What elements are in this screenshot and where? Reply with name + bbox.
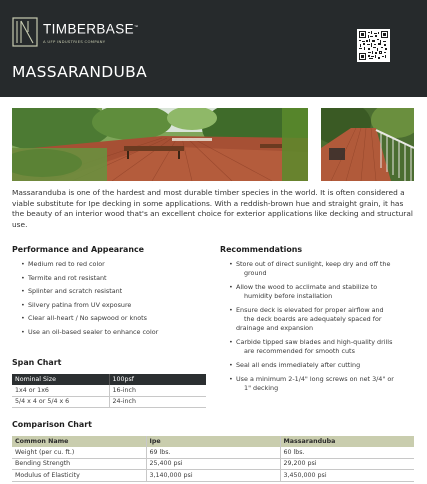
list-item-line: Store out of direct sunlight, keep dry and off the [236, 260, 391, 268]
table-cell: Weight (per cu. ft.) [12, 447, 146, 459]
list-item: • Splinter and scratch resistant [12, 287, 212, 301]
list-item-line: the deck boards are adequately spaced for [244, 315, 382, 323]
table-cell: 24-inch [109, 396, 206, 408]
list-item-line: Seal all ends immediately after cutting [236, 361, 361, 369]
trademark-mark: ™ [134, 24, 139, 30]
list-item-line: ground [244, 269, 267, 277]
list-item [220, 361, 420, 370]
column-header: Ipe [146, 436, 280, 447]
comparison-chart-heading: Comparison Chart [12, 420, 92, 429]
deck-photo-main [12, 108, 308, 181]
list-item [220, 375, 420, 393]
deck-landscape-illustration [12, 108, 308, 181]
table-cell: 3,140,000 psi [146, 470, 280, 482]
column-header: Common Name [12, 436, 146, 447]
table-cell: Modulus of Elasticity [12, 470, 146, 482]
intro-paragraph: Massaranduba is one of the hardest and most durable timber species in the world. It is often considered a viable substitute for Ipe decking in some applications. With a reddish-brown hue and straight grain, it has the beauty of an interior wood that's an excellent choice for exterior applications like decking and structural use. [12, 188, 413, 229]
list-item: • Use an oil-based sealer to enhance color [12, 328, 212, 342]
header-bar [0, 0, 427, 97]
column-header: 100psf [109, 374, 206, 385]
list-item-line: are recommended for smooth cuts [244, 347, 355, 355]
list-item [220, 306, 420, 333]
list-item: • Silvery patina from UV exposure [12, 301, 212, 315]
list-item: • Clear all-heart / No sapwood or knots [12, 314, 212, 328]
brand-tagline: A UFP INDUSTRIES COMPANY [43, 38, 106, 44]
table-cell: 69 lbs. [146, 447, 280, 459]
timberbase-logo[interactable] [12, 17, 138, 47]
table-cell: 3,450,000 psi [280, 470, 414, 482]
table-row [12, 470, 414, 482]
span-chart-table [12, 374, 206, 408]
deck-photo-side [321, 108, 414, 181]
brand-name [43, 20, 138, 37]
recommendations-heading: Recommendations [220, 245, 303, 254]
list-item-line: Ensure deck is elevated for proper airflow and [236, 306, 384, 314]
comparison-chart-table [12, 436, 414, 482]
list-item [220, 260, 420, 278]
deck-railing-illustration [321, 108, 414, 181]
page-title: MASSARANDUBA [12, 63, 148, 81]
column-header: Nominal Size [12, 374, 109, 385]
list-item-line: drainage and expansion [236, 324, 314, 332]
list-item [220, 283, 420, 301]
table-cell: 1x4 or 1x6 [12, 385, 109, 397]
table-header-row [12, 436, 414, 447]
brand-name-left: TIMBER [43, 21, 97, 37]
table-cell: Bending Strength [12, 458, 146, 470]
brand-name-right: BASE [96, 21, 135, 37]
table-row [12, 396, 206, 408]
list-item-line: humidity before installation [244, 292, 333, 300]
table-row [12, 458, 414, 470]
list-item: • Termite and rot resistant [12, 274, 212, 288]
list-item-line: Carbide tipped saw blades and high-quality drills [236, 338, 393, 346]
table-cell: 5/4 x 4 or 5/4 x 6 [12, 396, 109, 408]
performance-list [12, 260, 212, 342]
table-cell: 29,200 psi [280, 458, 414, 470]
qr-code-icon[interactable] [357, 29, 390, 62]
timberbase-logo-icon [12, 17, 38, 47]
list-item-line: Allow the wood to acclimate and stabilize to [236, 283, 378, 291]
list-item: • Medium red to red color [12, 260, 212, 274]
table-cell: 16-inch [109, 385, 206, 397]
table-header-row [12, 374, 206, 385]
table-row [12, 447, 414, 459]
performance-heading: Performance and Appearance [12, 245, 144, 254]
recommendations-list [220, 260, 420, 398]
table-row [12, 385, 206, 397]
list-item [220, 338, 420, 356]
table-cell: 60 lbs. [280, 447, 414, 459]
table-cell: 25,400 psi [146, 458, 280, 470]
column-header: Massaranduba [280, 436, 414, 447]
list-item-line: 1" decking [244, 384, 279, 392]
list-item-line: Use a minimum 2-1/4" long screws on net 3/4" or [236, 375, 394, 383]
span-chart-heading: Span Chart [12, 358, 62, 367]
